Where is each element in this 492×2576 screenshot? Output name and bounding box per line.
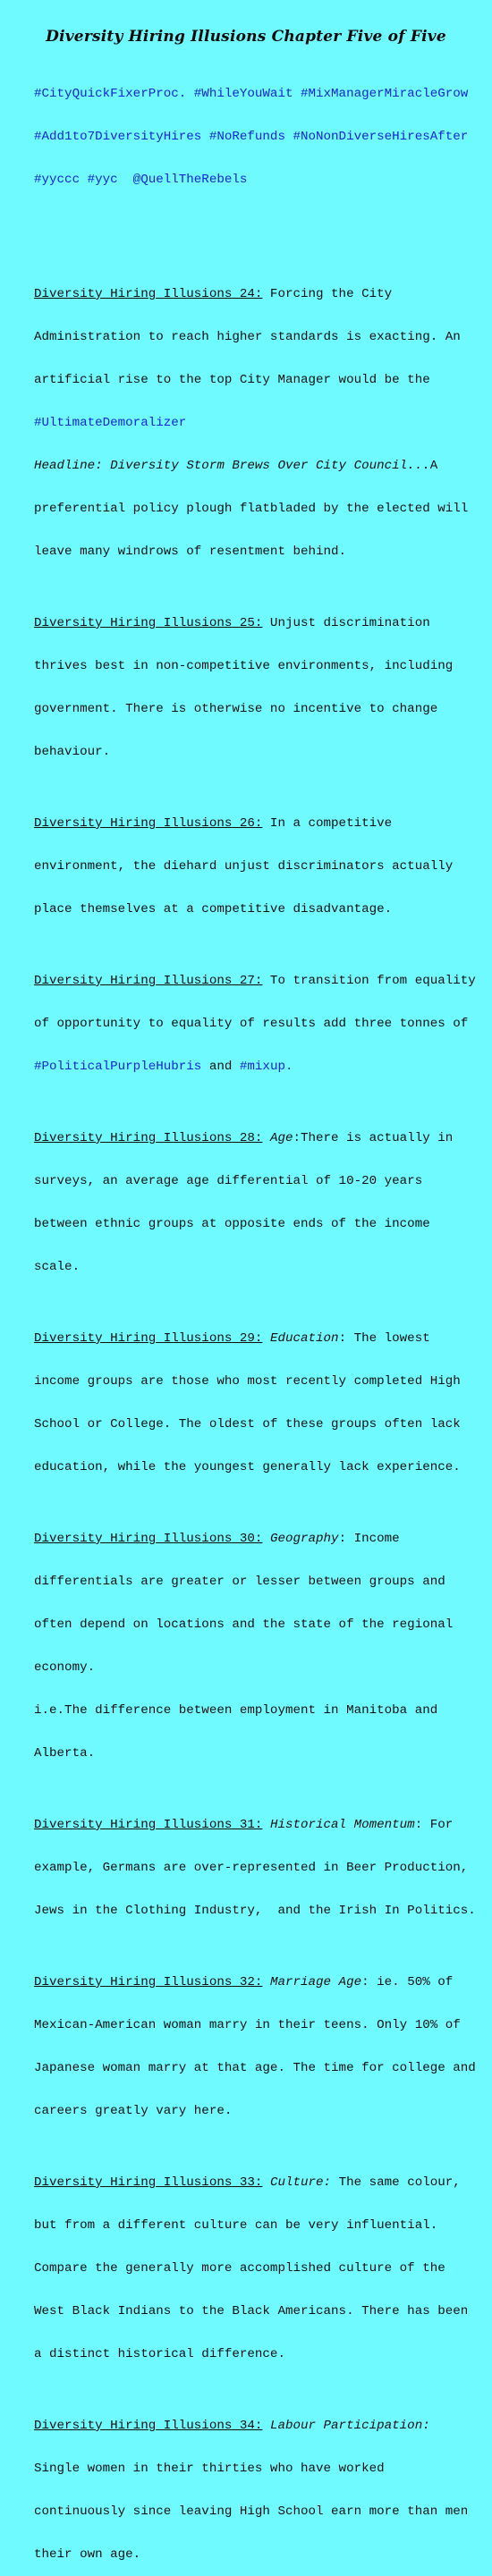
paragraph-line <box>34 287 481 301</box>
paragraph-line: place themselves at a competitive disadvantage. <box>34 902 393 916</box>
topic-label: Education <box>269 1331 339 1346</box>
paragraph-text: : For <box>414 1818 454 1832</box>
paragraph-line: Single women in their thirties who have worked <box>34 2462 385 2476</box>
hashtag-line[interactable] <box>34 87 481 101</box>
hashtag-line[interactable] <box>34 130 481 144</box>
paragraph-text: : Income <box>338 1532 400 1546</box>
page-title: Diversity Hiring Illusions Chapter Five of Five <box>46 28 446 46</box>
paragraph-line <box>34 974 481 988</box>
paragraph-line <box>34 1818 481 1832</box>
section-heading: Diversity Hiring Illusions 29: <box>34 1331 263 1346</box>
paragraph-line <box>34 1331 481 1346</box>
paragraph-text: :There is actually in <box>293 1131 454 1145</box>
paragraph-line <box>34 816 481 831</box>
paragraph-text: preferential policy plough flatbladed by the elected will <box>34 502 469 516</box>
paragraph-line <box>34 373 481 387</box>
section-heading: Diversity Hiring Illusions 25: <box>34 616 263 630</box>
hashtag-link[interactable]: #yyccc #yyc @QuellTheRebels <box>34 173 248 187</box>
topic-label: Geography <box>269 1532 339 1546</box>
paragraph-text: leave many windrows of resentment behind. <box>34 545 347 559</box>
paragraph-line <box>34 416 481 430</box>
paragraph-line: i.e.The difference between employment in Manitoba and <box>34 1703 438 1718</box>
paragraph-text: artificial rise to the top City Manager would be the <box>34 373 430 387</box>
paragraph-line <box>34 502 481 516</box>
paragraph-line <box>34 459 481 473</box>
spacer <box>34 215 481 230</box>
paragraph-line: but from a different culture can be very influential. <box>34 2218 438 2233</box>
paragraph-line: thrives best in non-competitive environments, including <box>34 659 454 673</box>
hashtag-line[interactable] <box>34 173 481 187</box>
section-heading: Diversity Hiring Illusions 27: <box>34 974 263 988</box>
paragraph-line: often depend on locations and the state of the regional <box>34 1617 454 1632</box>
paragraph-text: Unjust discrimination <box>262 616 430 630</box>
paragraph-line: Jews in the Clothing Industry, and the Irish In Politics. <box>34 1904 476 1918</box>
paragraph-text: : ie. 50% of <box>361 1975 454 1989</box>
paragraph-line: differentials are greater or lesser between groups and <box>34 1575 445 1589</box>
paragraph-text: and <box>201 1060 240 1074</box>
hashtag-link[interactable]: #Add1to7DiversityHires #NoRefunds #NoNonDiverseHiresAfter <box>34 130 469 144</box>
paragraph-line: careers greatly vary here. <box>34 2104 233 2118</box>
paragraph-line: example, Germans are over-represented in Beer Production, <box>34 1861 469 1875</box>
paragraph-text: In a competitive <box>262 816 393 831</box>
paragraph-line: continuously since leaving High School earn more than men <box>34 2504 469 2519</box>
section-heading: Diversity Hiring Illusions 32: <box>34 1975 263 1989</box>
paragraph-text: A <box>429 459 438 473</box>
topic-label: Historical Momentum <box>269 1818 415 1832</box>
paragraph-line: education, while the youngest generally lack experience. <box>34 1460 461 1474</box>
paragraph-line <box>34 545 481 559</box>
paragraph-line: of opportunity to equality of results add three tonnes of <box>34 1017 469 1031</box>
paragraph-line: School or College. The oldest of these groups often lack <box>34 1417 461 1432</box>
paragraph-line: Mexican-American woman marry in their teens. Only 10% of <box>34 2018 461 2032</box>
hashtag-link[interactable]: #CityQuickFixerProc. #WhileYouWait #MixManagerMiracleGrow <box>34 87 469 101</box>
paragraph-line: between ethnic groups at opposite ends of the income <box>34 1217 430 1231</box>
paragraph-line: income groups are those who most recently completed High <box>34 1374 461 1389</box>
paragraph-line: behaviour. <box>34 745 111 759</box>
paragraph-text: Administration to reach higher standards is exacting. An <box>34 330 461 344</box>
section-heading: Diversity Hiring Illusions 24: <box>34 287 263 301</box>
paragraph-line: environment, the diehard unjust discriminators actually <box>34 859 454 874</box>
section-heading: Diversity Hiring Illusions 33: <box>34 2175 263 2190</box>
section-heading: Diversity Hiring Illusions 34: <box>34 2419 263 2433</box>
paragraph-line: West Black Indians to the Black Americans. There has been <box>34 2304 469 2318</box>
paragraph-text: The same colour, <box>331 2175 461 2190</box>
hashtag-link[interactable]: #mixup. <box>239 1060 293 1074</box>
hashtag-link[interactable]: #PoliticalPurpleHubris <box>34 1060 202 1074</box>
paragraph-text: Forcing the City <box>262 287 393 301</box>
section-heading: Diversity Hiring Illusions 31: <box>34 1818 263 1832</box>
paragraph-line: surveys, an average age differential of 10-20 years <box>34 1174 423 1188</box>
paragraph-line <box>34 1532 481 1546</box>
paragraph-line <box>34 2419 481 2433</box>
paragraph-line: scale. <box>34 1260 81 1274</box>
paragraph-line: government. There is otherwise no incentive to change <box>34 702 438 716</box>
paragraph-line <box>34 1131 481 1145</box>
paragraph-line <box>34 616 481 630</box>
paragraph-line <box>34 1060 481 1074</box>
headline-text: Headline: Diversity Storm Brews Over City Council... <box>34 459 430 473</box>
paragraph-line: a distinct historical difference. <box>34 2347 285 2361</box>
paragraph-line <box>34 1975 481 1989</box>
topic-label: Labour Participation: <box>269 2419 430 2433</box>
topic-label: Marriage Age <box>269 1975 362 1989</box>
paragraph-text: : The lowest <box>338 1331 430 1346</box>
topic-label: Age <box>269 1131 293 1145</box>
section-heading: Diversity Hiring Illusions 30: <box>34 1532 263 1546</box>
paragraph-line: their own age. <box>34 2547 141 2562</box>
section-heading: Diversity Hiring Illusions 26: <box>34 816 263 831</box>
paragraph-line <box>34 330 481 344</box>
paragraph-line: Japanese woman marry at that age. The time for college and <box>34 2061 476 2075</box>
paragraph-line: Alberta. <box>34 1746 96 1761</box>
paragraph-line: economy. <box>34 1660 96 1675</box>
hashtag-link[interactable]: #UltimateDemoralizer <box>34 416 187 430</box>
paragraph-line <box>34 2175 481 2190</box>
paragraph-line: Compare the generally more accomplished culture of the <box>34 2261 445 2276</box>
section-heading: Diversity Hiring Illusions 28: <box>34 1131 263 1145</box>
paragraph-text: To transition from equality <box>262 974 476 988</box>
document-body <box>34 58 481 2576</box>
topic-label: Culture: <box>269 2175 332 2190</box>
